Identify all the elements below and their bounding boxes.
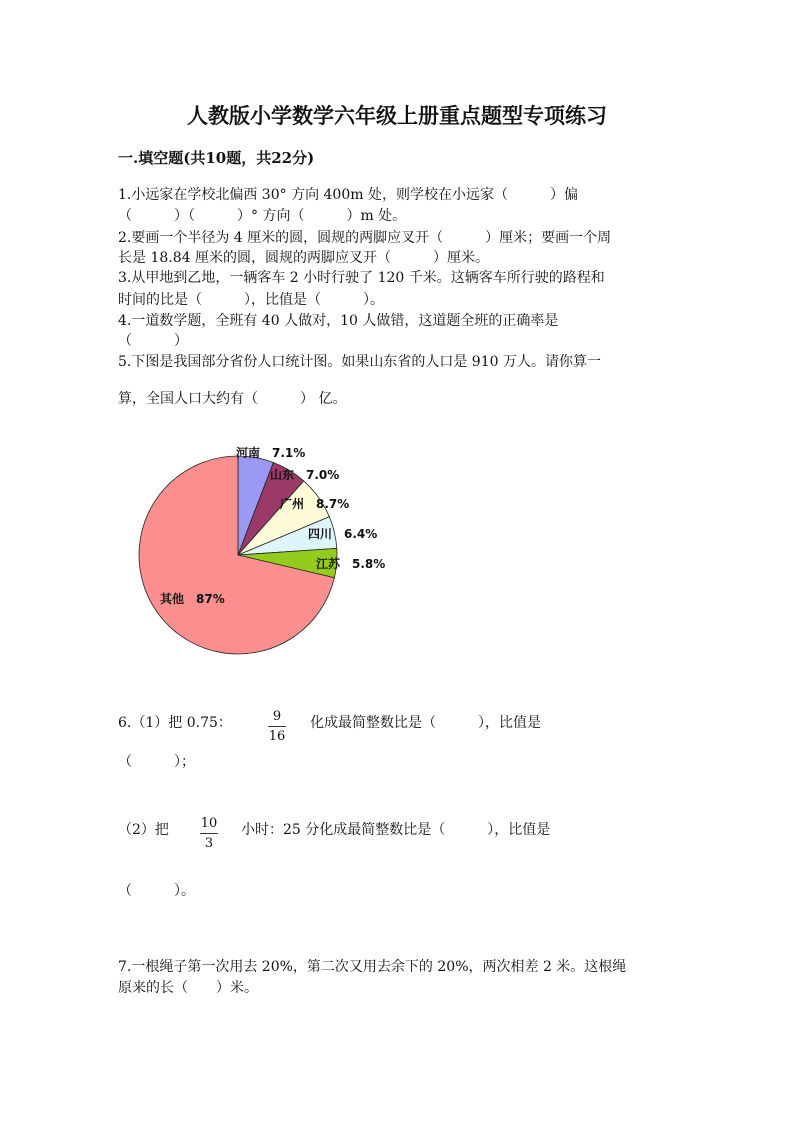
fraction-denominator: 3 [204, 836, 214, 851]
question-6-part-2-answer: （ ）。 [118, 883, 195, 899]
question-2-line-1: 2.要画一个半径为 4 厘米的圆，圆规的两脚应叉开（ ）厘米；要画一个周 [118, 230, 612, 246]
fraction-numerator: 9 [272, 709, 282, 724]
fraction-bar [268, 726, 286, 727]
question-6-part-2-prefix: （2）把 [118, 822, 169, 838]
question-1-line-1: 1.小远家在学校北偏西 30° 方向 400m 处，则学校在小远家（ ）偏 [118, 187, 578, 203]
question-6-part-1-answer: （ ）； [118, 754, 195, 770]
pie-label-江苏: 江苏 5.8% [316, 557, 386, 571]
pie-label-四川: 四川 6.4% [308, 527, 378, 541]
page-title: 人教版小学数学六年级上册重点题型专项练习 [187, 103, 607, 128]
question-6-part-1-prefix: 6.（1）把 0.75： [118, 715, 232, 731]
fraction-denominator: 16 [268, 729, 286, 744]
question-1-line-2: （ ）（ ）° 方向（ ）m 处。 [118, 208, 407, 224]
question-3-line-1: 3.从甲地到乙地，一辆客车 2 小时行驶了 120 千米。这辆客车所行驶的路程和 [118, 270, 605, 286]
question-4-line-2: （ ） [118, 333, 188, 349]
question-2-line-2: 长是 18.84 厘米的圆，圆规的两脚应叉开（ ）厘米。 [118, 250, 489, 266]
fraction-bar [200, 833, 218, 834]
pie-label-山东: 山东 7.0% [270, 468, 340, 482]
question-5-line-2: 算，全国人口大约有（ ） 亿。 [118, 391, 347, 407]
section-heading: 一.填空题(共10题，共22分) [118, 149, 315, 167]
pie-label-河南: 河南 7.1% [236, 446, 306, 460]
population-pie-chart [120, 430, 440, 670]
question-6-part-1-suffix: 化成最简整数比是（ ），比值是 [310, 715, 541, 731]
fraction-10-3 [197, 815, 221, 852]
question-5-line-1: 5.下图是我国部分省份人口统计图。如果山东省的人口是 910 万人。请你算一 [118, 354, 601, 370]
fraction-numerator: 10 [200, 816, 218, 831]
fraction-9-16 [265, 708, 289, 745]
pie-label-广州: 广州 8.7% [280, 497, 350, 511]
question-6-part-2-suffix: 小时：25 分化成最简整数比是（ ），比值是 [241, 822, 551, 838]
pie-label-其他: 其他 87% [160, 592, 225, 606]
question-3-line-2: 时间的比是（ ），比值是（ ）。 [118, 292, 384, 308]
question-7-line-2: 原来的长（ ）米。 [118, 980, 258, 996]
question-4-line-1: 4.一道数学题，全班有 40 人做对，10 人做错，这道题全班的正确率是 [118, 313, 559, 329]
question-7-line-1: 7.一根绳子第一次用去 20%，第二次又用去余下的 20%，两次相差 2 米。这根绳 [118, 959, 627, 975]
